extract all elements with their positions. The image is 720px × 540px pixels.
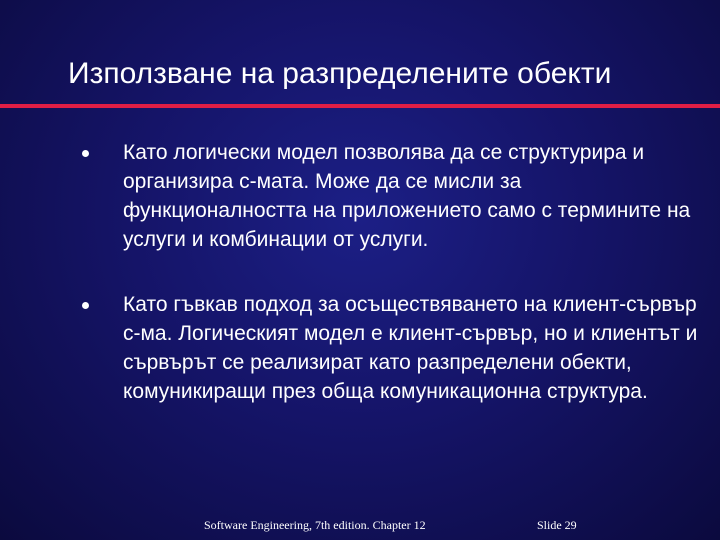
slide-number: Slide 29 xyxy=(537,518,577,532)
slide-title: Използване на разпределените обекти xyxy=(68,57,612,90)
bullet-dot-icon xyxy=(82,302,89,309)
bullet-text: Като гъвкав подход за осъществяването на клиент-сървър с-ма. Логическият модел е клиент-сървър, но и клиентът и сървърът се реализират като разпределени обекти, комуникиращи през обща комуникационна структура. xyxy=(123,293,698,403)
title-divider xyxy=(0,104,720,108)
footer-reference: Software Engineering, 7th edition. Chapter 12 xyxy=(204,518,426,532)
bullet-dot-icon xyxy=(82,150,89,157)
bullet-text: Като логически модел позволява да се структурира и организира с-мата. Може да се мисли за функционалността на приложението само с термините на услуги и комбинации от услуги. xyxy=(123,141,691,251)
